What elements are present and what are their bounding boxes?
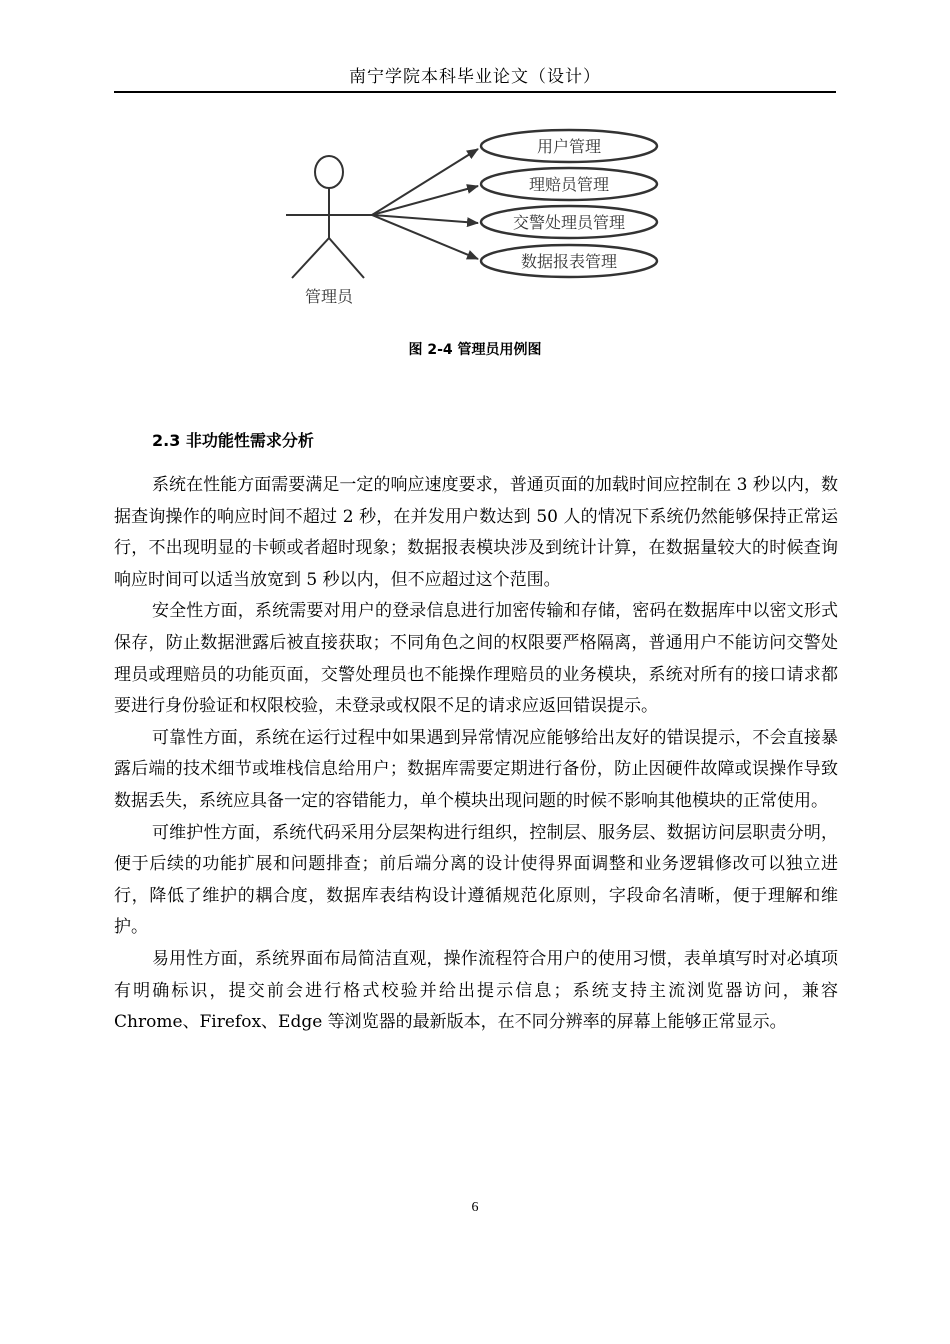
use-case-1-label: 用户管理 <box>536 137 602 156</box>
actor-label: 管理员 <box>304 287 354 306</box>
page-number: 6 <box>471 1200 479 1215</box>
use-case-diagram <box>270 118 690 318</box>
running-header: 南宁学院本科毕业论文（设计） <box>349 67 601 87</box>
actor-head <box>315 156 343 188</box>
paragraph-performance: 系统在性能方面需要满足一定的响应速度要求，普通页面的加载时间应控制在 3 秒以内，数据查询操作的响应时间不超过 2 秒，在并发用户数达到 50 人的情况下系统仍然能够保持正常运行，不出现明显的卡顿或者超时现象；数据报表模块涉及到统计计算，在数据量较大的时候查询响应时间可以适当放宽到 5 秒以内，但不应超过这个范围。 <box>114 475 838 590</box>
figure-caption: 图 2-4 管理员用例图 <box>408 342 542 358</box>
use-case-4-label: 数据报表管理 <box>520 252 618 271</box>
header-rule <box>114 91 836 93</box>
section-heading: 2.3 非功能性需求分析 <box>152 431 314 450</box>
use-case-3-label: 交警处理员管理 <box>512 213 626 232</box>
actor-right-leg <box>329 238 364 278</box>
use-case-2-label: 理赔员管理 <box>528 175 610 194</box>
paragraph-maintainability: 可维护性方面，系统代码采用分层架构进行组织，控制层、服务层、数据访问层职责分明，便于后续的功能扩展和问题排查；前后端分离的设计使得界面调整和业务逻辑修改可以独立进行，降低了维护的耦合度，数据库表结构设计遵循规范化原则，字段命名清晰，便于理解和维护。 <box>114 822 838 938</box>
association-arrow-2 <box>372 186 478 215</box>
body-text <box>114 470 838 1039</box>
actor-left-leg <box>292 238 329 278</box>
actor-figure <box>286 156 372 278</box>
paragraph-usability: 易用性方面，系统界面布局简洁直观，操作流程符合用户的使用习惯，表单填写时对必填项有明确标识，提交前会进行格式校验并给出提示信息；系统支持主流浏览器访问，兼容 Chrome、Firefox、Edge 等浏览器的最新版本，在不同分辨率的屏幕上能够正常显示。 <box>114 948 838 1033</box>
paragraph-security: 安全性方面，系统需要对用户的登录信息进行加密传输和存储，密码在数据库中以密文形式保存，防止数据泄露后被直接获取；不同角色之间的权限要严格隔离，普通用户不能访问交警处理员或理赔员的功能页面，交警处理员也不能操作理赔员的业务模块，系统对所有的接口请求都要进行身份验证和权限校验，未登录或权限不足的请求应返回错误提示。 <box>114 601 838 717</box>
paragraph-reliability: 可靠性方面，系统在运行过程中如果遇到异常情况应能够给出友好的错误提示，不会直接暴露后端的技术细节或堆栈信息给用户；数据库需要定期进行备份，防止因硬件故障或误操作导致数据丢失，系统应具备一定的容错能力，单个模块出现问题的时候不影响其他模块的正常使用。 <box>114 727 838 811</box>
association-arrow-1 <box>372 149 478 215</box>
